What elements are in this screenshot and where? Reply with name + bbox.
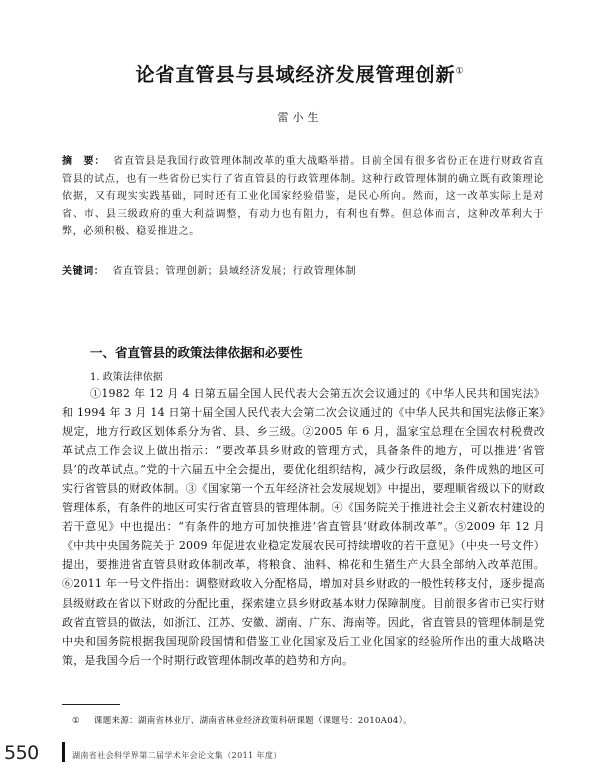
abstract-label: 摘 要： — [62, 156, 106, 167]
keywords-text: 省直管县；管理创新；县域经济发展；行政管理体制 — [112, 266, 357, 277]
footnote-text: 课题来源：湖南省林业厅、湖南省林业经济政策科研课题（课题号：2010A04）。 — [93, 716, 412, 726]
keywords — [62, 262, 544, 277]
page-number: 550 — [4, 742, 39, 764]
page-number-bar — [62, 742, 65, 762]
title-footnote-mark: ① — [455, 66, 465, 77]
author-name: 雷小生 — [277, 111, 323, 124]
footnote-divider — [62, 704, 120, 705]
subsection-heading: 1. 政策法律依据 — [90, 372, 163, 383]
running-footer: 湖南省社会科学界第二届学术年会论文集（2011 年度） — [72, 751, 282, 760]
abstract-text: 省直管县是我国行政管理体制改革的重大战略举措。目前全国有很多省份正在进行财政省直管县的试点，也有一些省份已实行了省直管县的行政管理体制。这种行政管理体制的确立既有政策理论依据，又有现实实践基础，同时还有工业化国家经验借鉴，是民心所向。然而，这一改革实际上是对省、市、县三级政府的重大利益调整，有动力也有阻力，有利也有弊。但总体而言，这种改革利大于弊，必须积极、稳妥推进之。 — [62, 156, 544, 237]
footnote-mark: ① — [72, 716, 80, 726]
abstract — [62, 153, 544, 241]
body-paragraph: ①1982 年 12 月 4 日第五届全国人民代表大会第五次会议通过的《中华人民共和国宪法》和 1994 年 3 月 14 日第十届全国人民代表大会第二次会议通过的《中华人民共和国宪法修正案》规定，地方行政区划体系分为省、县、乡三级。②2005 年 6 月，温家宝总理在全国农村税费改革试点工作会议上做出指示：“要改革县乡财政的管理方式，具备条件的地方，可以推进‘省管县’的改革试点。”党的十六届五中全会提出，要优化组织结构，减少行政层级，条件成熟的地区可实行省管县的财政体制。③《国家第一个五年经济社会发展规划》中提出，要理顺省级以下的财政管理体系，有条件的地区可实行省直管县的管理体制。④《国务院关于推进社会主义新农村建设的若干意见》中也提出：“有条件的地方可加快推进‘省直管县’财政体制改革”。⑤2009 年 12 月《中共中央国务院关于 2009 年促进农业稳定发展农民可持续增收的若干意见》（中央一号文件）提出，要推进省直管县财政体制改革，将粮食、油料、棉花和生猪生产大县全部纳入改革范围。⑥2011 年一号文件指出：调整财政收入分配格局，增加对县乡财政的一般性转移支付，逐步提高县级财政在省以下财政的分配比重，探索建立县乡财政基本财力保障制度。目前很多省市已实行财政省直管县的做法，如浙江、江苏、安徽、湖南、广东、海南等。因此，省直管县的管理体制是党中央和国务院根据我国现阶段国情和借鉴工业化国家及后工业化国家的经验所作出的重大战略决策，是我国今后一个时期行政管理体制改革的趋势和方向。 — [62, 387, 545, 667]
section-heading: 一、省直管县的政策法律依据和必要性 — [90, 345, 303, 360]
footnote — [72, 714, 542, 726]
keywords-label: 关键词： — [62, 266, 105, 277]
paper-title — [0, 60, 600, 87]
paper-title-text: 论省直管县与县域经济发展管理创新 — [135, 64, 456, 86]
